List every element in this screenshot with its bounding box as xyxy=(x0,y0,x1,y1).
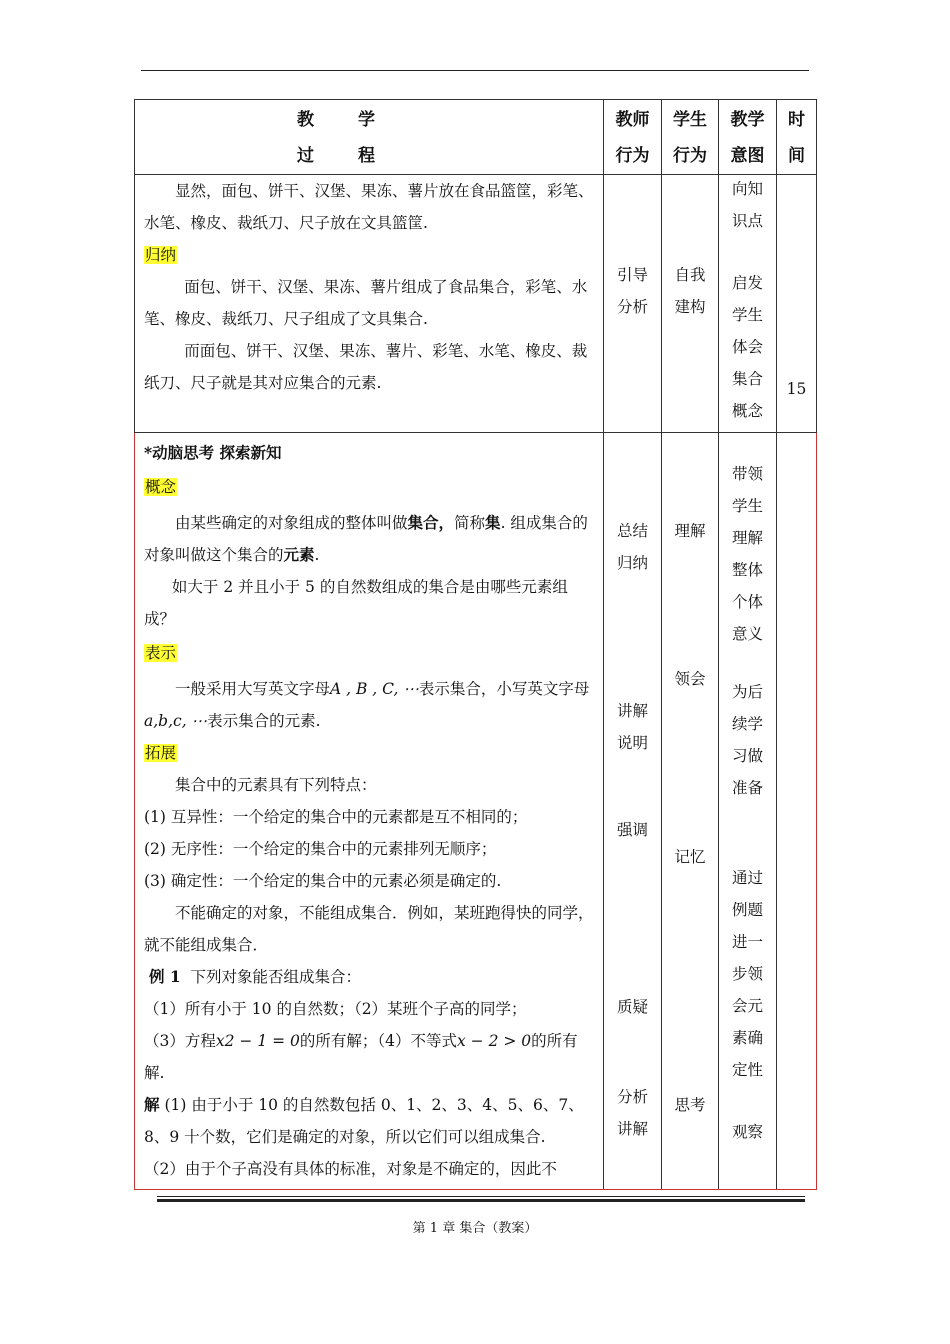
bottom-rule xyxy=(157,1196,805,1197)
student-action: 记忆 xyxy=(674,848,706,866)
example-items: （3）方程x2 − 1 = 0的所有解；（4）不等式x − 2 > 0的所有解. xyxy=(144,1032,578,1082)
header-intent: 教学 意图 xyxy=(719,100,777,175)
bottom-rule-thick xyxy=(157,1199,805,1202)
property-item: (2) 无序性：一个给定的集合中的元素排列无顺序； xyxy=(144,840,497,858)
section-heading: *动脑思考 探索新知 xyxy=(144,443,282,462)
intent-text: 个体 xyxy=(731,593,763,611)
example-items: （1）所有小于 10 的自然数；（2）某班个子高的同学； xyxy=(144,1000,527,1018)
header-time: 时 间 xyxy=(777,100,817,175)
property-item: (1) 互异性：一个给定的集合中的元素都是互不相同的； xyxy=(144,808,528,826)
teacher-action: 强调 xyxy=(616,821,648,839)
intent-text: 会元 xyxy=(731,997,763,1015)
header-process: 教学 过程 xyxy=(135,100,604,175)
teacher-cell xyxy=(604,175,662,433)
table-header-row xyxy=(135,100,817,175)
intent-text: 为后 xyxy=(731,683,763,701)
intent-text: 习做 xyxy=(731,747,763,765)
uncertain-text: 不能确定的对象，不能组成集合．例如，某班跑得快的同学，就不能组成集合． xyxy=(144,904,594,954)
teacher-action: 说明 xyxy=(616,734,648,752)
table-row xyxy=(135,175,817,433)
intent-text: 识点 xyxy=(731,212,763,230)
solution-text: （2）由于个子高没有具体的标准，对象是不确定的，因此不 xyxy=(144,1160,557,1178)
intent-text: 学生 xyxy=(731,306,763,324)
teacher-action: 讲解 xyxy=(616,1120,648,1138)
student-action: 建构 xyxy=(674,298,706,316)
process-cell xyxy=(135,175,604,433)
intent-text: 体会 xyxy=(731,338,763,356)
concept-definition: 由某些确定的对象组成的整体叫做集合，简称集. 组成集合的对象叫做这个集合的元素. xyxy=(144,513,588,564)
top-rule xyxy=(141,70,809,71)
teacher-cell xyxy=(604,433,662,1190)
time-value: 15 xyxy=(786,380,807,398)
paragraph: 面包、饼干、汉堡、果冻、薯片组成了食品集合，彩笔、水笔、橡皮、裁纸刀、尺子组成了文具集合. xyxy=(144,278,588,328)
teacher-action: 归纳 xyxy=(616,554,648,572)
intent-text: 观察 xyxy=(731,1123,763,1141)
intent-cell xyxy=(719,433,777,1190)
page-footer: 第 1 章 集合（教案） xyxy=(412,1221,538,1236)
tag-notation: 表示 xyxy=(145,644,177,662)
student-action: 自我 xyxy=(674,266,706,284)
intent-text: 准备 xyxy=(731,779,763,797)
paragraph: 而面包、饼干、汉堡、果冻、薯片、彩笔、水笔、橡皮、裁纸刀、尺子就是其对应集合的元素. xyxy=(144,342,588,392)
extend-intro: 集合中的元素具有下列特点： xyxy=(175,776,377,794)
header-student: 学生 行为 xyxy=(662,100,719,175)
table-row xyxy=(135,433,817,1190)
tag-induction: 归纳 xyxy=(145,246,177,264)
intent-text: 概念 xyxy=(731,402,763,420)
teacher-action: 引导 xyxy=(616,266,648,284)
student-cell xyxy=(662,175,719,433)
lesson-plan-table xyxy=(134,99,817,1190)
student-cell xyxy=(662,433,719,1190)
intent-text: 例题 xyxy=(731,901,763,919)
student-action: 领会 xyxy=(674,670,706,688)
property-item: (3) 确定性：一个给定的集合中的元素必须是确定的. xyxy=(144,872,502,890)
intent-text: 进一 xyxy=(731,933,763,951)
header-teacher: 教师 行为 xyxy=(604,100,662,175)
teacher-action: 质疑 xyxy=(616,998,648,1016)
paragraph: 显然，面包、饼干、汉堡、果冻、薯片放在食品篮筐，彩笔、水笔、橡皮、裁纸刀、尺子放在文具篮筐. xyxy=(144,182,594,232)
time-cell xyxy=(777,433,817,1190)
intent-text: 启发 xyxy=(731,274,763,292)
example-line: 例 1 下列对象能否组成集合： xyxy=(148,967,361,986)
intent-text: 带领 xyxy=(731,465,763,483)
tag-concept: 概念 xyxy=(145,478,177,496)
solution-text: 解 (1) 由于小于 10 的自然数包括 0、1、2、3、4、5、6、7、8、9 十个数，它们是确定的对象，所以它们可以组成集合. xyxy=(144,1095,584,1146)
intent-text: 素确 xyxy=(731,1029,763,1047)
intent-text: 集合 xyxy=(731,370,763,388)
student-action: 思考 xyxy=(674,1096,706,1114)
intent-text: 理解 xyxy=(731,529,763,547)
teacher-action: 分析 xyxy=(616,1088,648,1106)
teacher-action: 讲解 xyxy=(616,702,648,720)
tag-extend: 拓展 xyxy=(145,744,177,762)
intent-text: 向知 xyxy=(731,180,763,198)
process-cell xyxy=(135,433,604,1190)
question-text: 如大于 2 并且小于 5 的自然数组成的集合是由哪些元素组成？ xyxy=(144,578,568,628)
time-cell xyxy=(777,175,817,433)
intent-text: 续学 xyxy=(731,715,763,733)
intent-text: 步领 xyxy=(731,965,763,983)
intent-cell xyxy=(719,175,777,433)
intent-text: 通过 xyxy=(731,869,763,887)
intent-text: 整体 xyxy=(731,561,763,579)
teacher-action: 总结 xyxy=(616,522,648,540)
teacher-action: 分析 xyxy=(616,298,648,316)
notation-text: 一般采用大写英文字母A , B , C, ⋯表示集合，小写英文字母a,b,c, ⋯表示集合的元素. xyxy=(144,680,590,730)
intent-text: 定性 xyxy=(731,1061,763,1079)
student-action: 理解 xyxy=(674,522,706,540)
intent-text: 意义 xyxy=(731,625,763,643)
intent-text: 学生 xyxy=(731,497,763,515)
